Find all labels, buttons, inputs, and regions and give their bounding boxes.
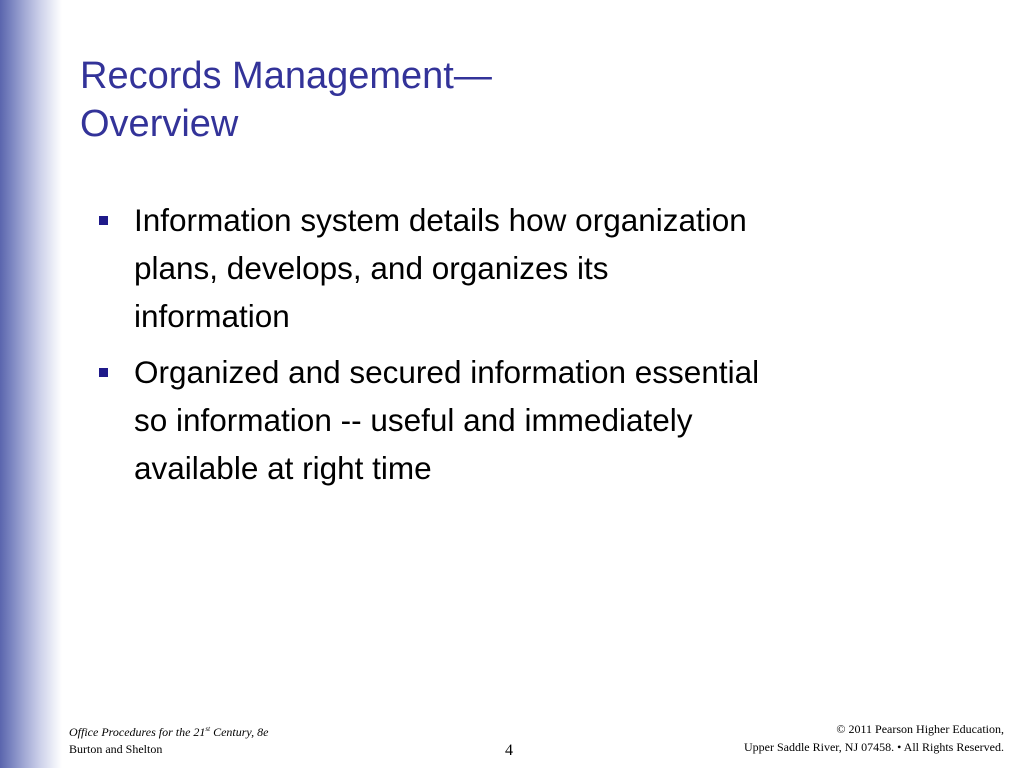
bullet-text-line: Organized and secured information essential <box>134 354 760 390</box>
bullet-list <box>96 196 956 500</box>
footer-book-info <box>69 724 268 758</box>
copyright-line: © 2011 Pearson Higher Education, <box>836 722 1004 736</box>
bullet-text-line: information <box>134 298 290 334</box>
slide-title-line: Records Management— <box>80 55 492 97</box>
footer-book-title-start: Office Procedures for the 21 <box>69 725 206 739</box>
footer-book-title-ordinal: st <box>205 725 211 733</box>
bullet-item <box>96 348 956 492</box>
bullet-text-line: Information system details how organization <box>134 202 747 238</box>
slide-title-line: Overview <box>80 103 239 145</box>
footer-copyright <box>744 720 1004 756</box>
bullet-text-line: available at right time <box>134 450 432 486</box>
bullet-text-line: so information -- useful and immediately <box>134 402 693 438</box>
slide-title <box>80 52 780 148</box>
bullet-item <box>96 196 956 340</box>
footer-authors: Burton and Shelton <box>69 742 163 756</box>
footer-book-title <box>69 724 268 741</box>
footer-book-title-end: Century, 8e <box>210 725 269 739</box>
bullet-text-line: plans, develops, and organizes its <box>134 250 609 286</box>
square-bullet-icon <box>99 368 108 377</box>
copyright-line: Upper Saddle River, NJ 07458. • All Rights Reserved. <box>743 740 1004 754</box>
page-number: 4 <box>505 742 513 759</box>
side-gradient-band <box>0 0 62 768</box>
square-bullet-icon <box>99 216 108 225</box>
